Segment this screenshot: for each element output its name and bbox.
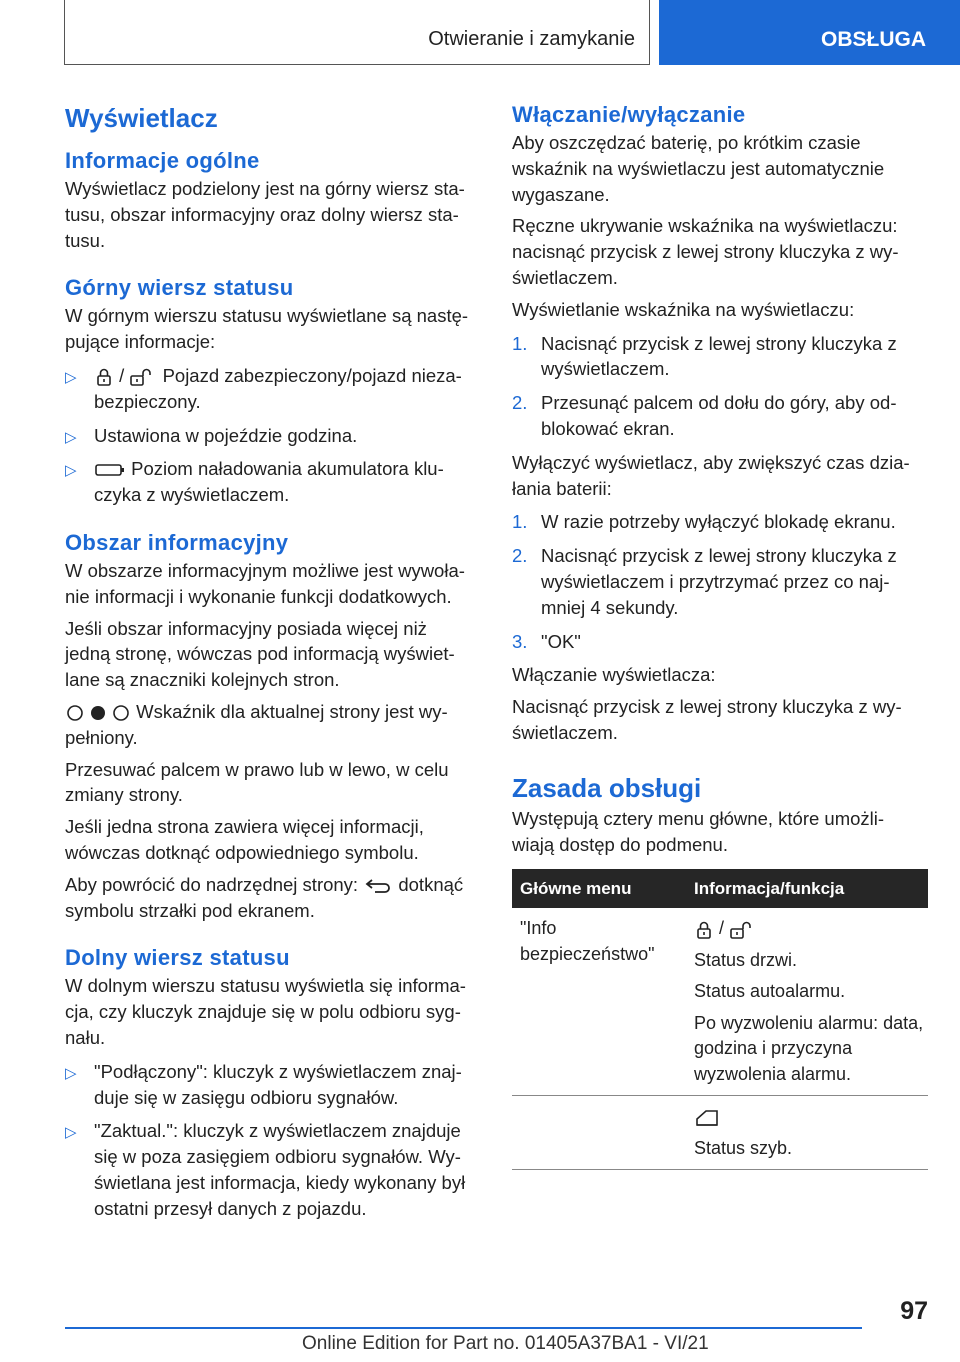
heading-display: Wyświetlacz: [65, 103, 218, 133]
table-cell-text: Status autoalarmu.: [694, 981, 846, 1002]
lock-open-icon: [729, 920, 757, 940]
table-header-row: [512, 869, 928, 908]
heading-info-area: Obszar informacyjny: [65, 529, 289, 555]
table-cell-text: Status drzwi.: [694, 949, 798, 970]
list-item-text: Pojazd zabezpieczony/pojazd nieza- bezpieczony.: [94, 364, 462, 412]
heading-on-off: Włączanie/wyłączanie: [512, 102, 746, 127]
table-cell: "Info bezpieczeństwo": [512, 908, 686, 1096]
battery-icon: [94, 462, 126, 478]
page-dots-icon: [65, 703, 131, 723]
paragraph: Wyświetlanie wskaźnika na wyświetlaczu:: [512, 298, 855, 320]
bullet-list: [65, 363, 477, 508]
list-item: 2. Nacisnąć przycisk z lewej strony kluczyka z wyświetlaczem i przytrzymać przez co naj- mniej 4 sekundy.: [512, 545, 897, 618]
triangle-bullet-icon: ▷: [65, 428, 77, 446]
paragraph: Występują cztery menu główne, które umożli- wiają dostęp do podmenu.: [512, 807, 885, 855]
separator: /: [719, 918, 725, 939]
list-item: [65, 423, 477, 449]
paragraph: W górnym wierszu statusu wyświetlane są nastę- pujące informacje:: [65, 305, 469, 353]
heading-operating-principle: Zasada obsługi: [512, 772, 702, 803]
paragraph: Nacisnąć przycisk z lewej strony kluczyka z wy- świetlaczem.: [512, 696, 902, 743]
triangle-bullet-icon: ▷: [65, 1124, 77, 1142]
triangle-bullet-icon: ▷: [65, 462, 77, 480]
paragraph: Ręczne ukrywanie wskaźnika na wyświetlaczu: nacisnąć przycisk z lewej strony kluczyka z wy- świetlaczem.: [512, 215, 899, 288]
section-tab-label: OBSŁUGA: [821, 28, 926, 51]
list-item-text: "Zaktual.": kluczyk z wyświetlaczem znajduje się w poza zasięgiem odbioru sygnałów. Wy- świetlana jest informacja, kiedy wykonany był ostatni przesył danych z pojazdu.: [94, 1120, 466, 1219]
paragraph: Jeśli jedna strona zawiera więcej informacji, wówczas dotknąć odpowiedniego symbolu.: [65, 816, 424, 863]
table-cell: [686, 1096, 928, 1170]
triangle-bullet-icon: ▷: [65, 368, 77, 386]
list-item-text: Ustawiona w pojeździe godzina.: [94, 424, 358, 446]
paragraph: Aby powrócić do nadrzędnej strony: dotknąć symbolu strzałki pod ekranem.: [65, 873, 464, 921]
section-tab[interactable]: [659, 0, 960, 65]
table-row: [512, 908, 928, 1096]
list-item: [65, 456, 477, 508]
list-item: 1. W razie potrzeby wyłączyć blokadę ekranu.: [512, 511, 896, 533]
numbered-list: [512, 509, 928, 654]
edition-text: Online Edition for Part no. 01405A37BA1 - VI/21: [302, 1333, 709, 1354]
list-item: [65, 1118, 477, 1221]
list-item: [65, 1059, 477, 1111]
left-column: [65, 100, 477, 1230]
page-number: 97: [900, 1297, 928, 1325]
menu-table: [512, 869, 928, 1170]
paragraph: Wyświetlacz podzielony jest na górny wiersz sta- tusu, obszar informacyjny oraz dolny wiersz sta- tusu.: [65, 178, 465, 251]
lock-open-icon: [129, 367, 157, 387]
lock-closed-icon: [94, 367, 114, 387]
header-title-box: [64, 0, 650, 65]
paragraph: W dolnym wierszu statusu wyświetla się informa- cja, czy kluczyk znajduje się w polu odbioru syg- nału.: [65, 975, 466, 1048]
right-column: [512, 100, 928, 1170]
numbered-list: [512, 331, 928, 442]
heading-lower-status: Dolny wiersz statusu: [65, 945, 290, 971]
paragraph: Włączanie wyświetlacza:: [512, 664, 716, 686]
table-cell-text: Po wyzwoleniu alarmu: data, godzina i przyczyna wyzwolenia alarmu.: [694, 1012, 924, 1084]
table-cell: [686, 908, 928, 1096]
separator: /: [119, 364, 125, 386]
paragraph: W obszarze informacyjnym możliwe jest wywoła- nie informacji i wykonanie funkcji dodatkowych.: [65, 559, 465, 607]
table-cell-text: Status szyb.: [694, 1137, 793, 1158]
list-item: 1. Nacisnąć przycisk z lewej strony kluczyka z wyświetlaczem.: [512, 332, 897, 380]
paragraph: Wskaźnik dla aktualnej strony jest wy- pełniony.: [65, 700, 448, 748]
paragraph: Jeśli obszar informacyjny posiada więcej niż jedną stronę, wówczas pod informacją wyświet- lane są znaczniki kolejnych stron.: [65, 617, 455, 691]
footer-divider: [65, 1327, 862, 1329]
table-header-main-menu: Główne menu: [512, 869, 686, 908]
bullet-list: [65, 1059, 477, 1222]
list-item-text: Poziom naładowania akumulatora klu- czyka z wyświetlaczem.: [94, 458, 444, 506]
table-header-info-function: Informacja/funkcja: [686, 869, 928, 908]
list-item: [65, 363, 477, 415]
paragraph: Wyłączyć wyświetlacz, aby zwiększyć czas dzia- łania baterii:: [512, 451, 910, 499]
list-item-text: "Podłączony": kluczyk z wyświetlaczem znaj- duje się w zasięgu odbioru sygnałów.: [94, 1060, 462, 1108]
list-item: 3. "OK": [512, 630, 581, 652]
paragraph: Aby oszczędzać baterię, po krótkim czasie wskaźnik na wyświetlaczu jest automatycznie wygaszane.: [512, 132, 885, 205]
header-title: Otwieranie i zamykanie: [428, 28, 635, 50]
window-icon: [694, 1108, 722, 1128]
triangle-bullet-icon: ▷: [65, 1064, 77, 1082]
heading-upper-status: Górny wiersz statusu: [65, 275, 294, 301]
heading-general-info: Informacje ogólne: [65, 148, 260, 173]
paragraph: Przesuwać palcem w prawo lub w lewo, w celu zmiany strony.: [65, 758, 449, 806]
back-arrow-icon: [363, 876, 393, 896]
list-item: 2. Przesunąć palcem od dołu do góry, aby od- blokować ekran.: [512, 392, 897, 439]
table-cell: [512, 1096, 686, 1170]
lock-closed-icon: [694, 920, 714, 940]
table-row: [512, 1096, 928, 1170]
